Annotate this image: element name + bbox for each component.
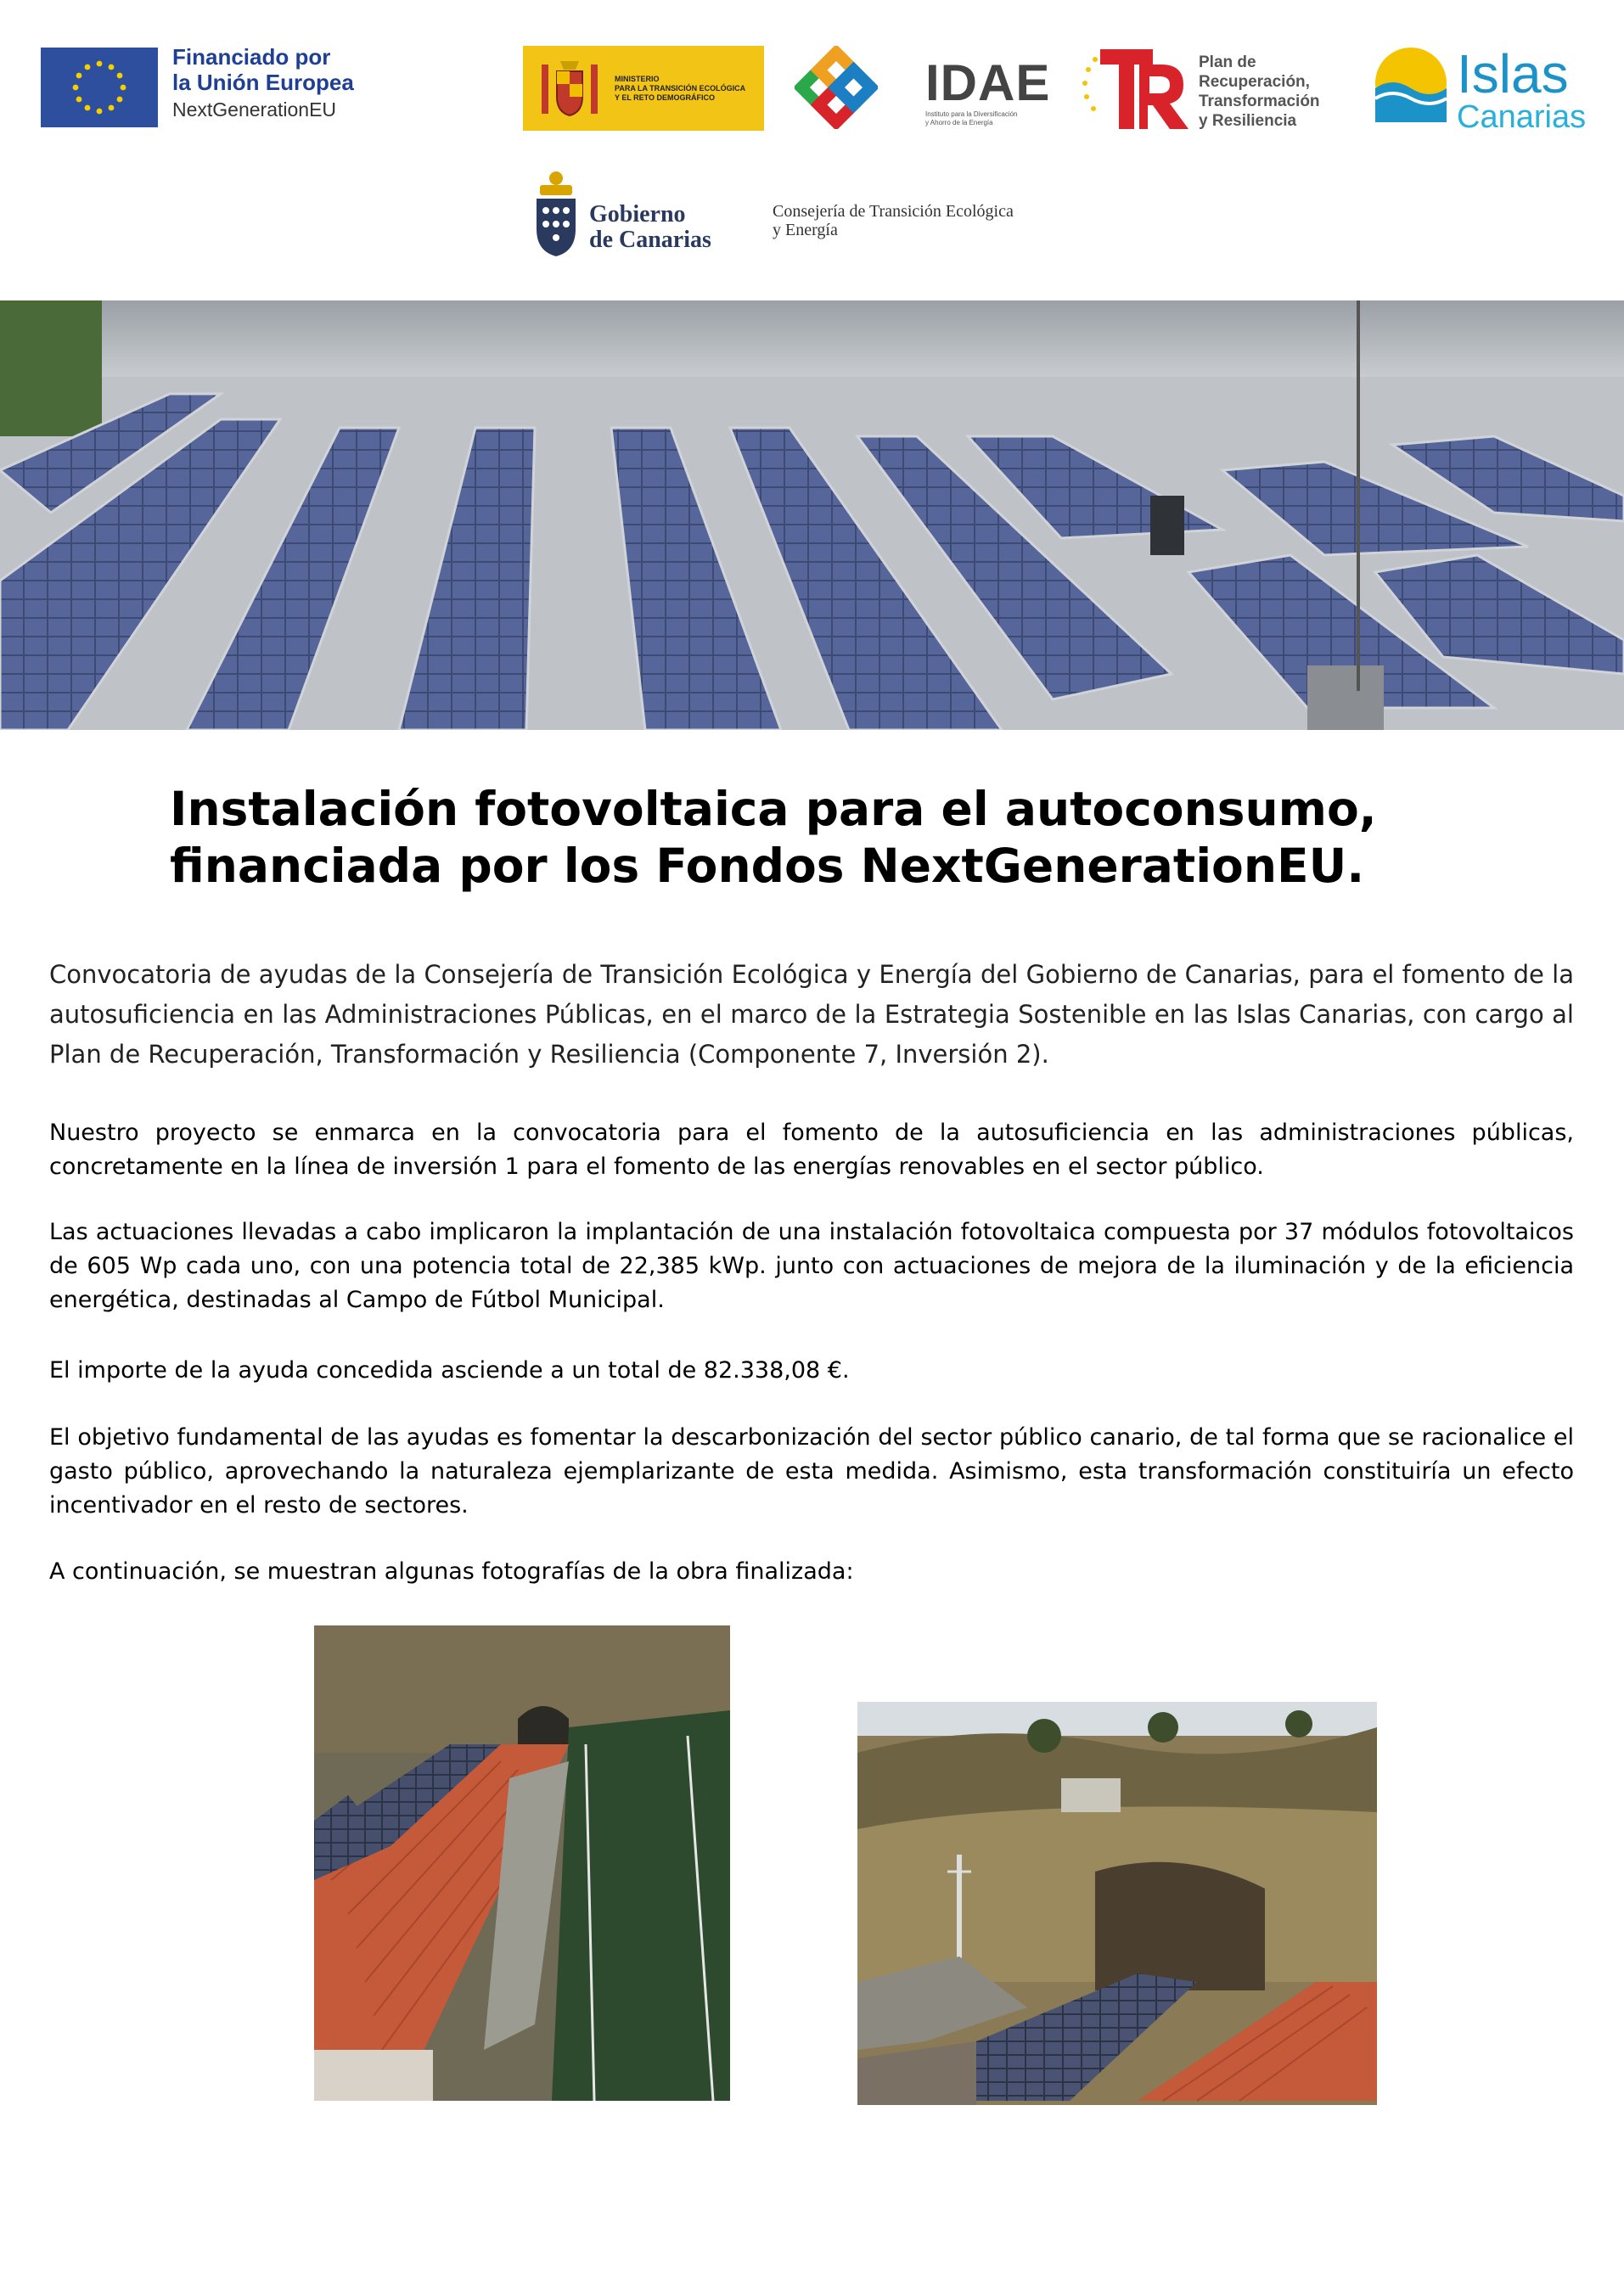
idae-line2: y Ahorro de la Energía <box>925 119 993 126</box>
ministerio-line3: Y EL RETO DEMOGRÁFICO <box>615 93 716 102</box>
consejeria-line2: y Energía <box>773 221 838 239</box>
islas-sun-wave-icon <box>1372 46 1450 124</box>
photos-intro-paragraph: A continuación, se muestran algunas fotografías de la obra finalizada: <box>49 1558 854 1585</box>
ministerio-line1: MINISTERIO <box>615 75 660 83</box>
prtr-logo-icon <box>1080 44 1190 132</box>
spain-coat-of-arms-icon <box>535 56 604 121</box>
eu-funding-text <box>172 44 393 122</box>
title-line2: financiada por los Fondos NextGenerationEU. <box>170 839 1365 893</box>
prtr-line1: Plan de <box>1199 53 1256 71</box>
stadium-roof-photo <box>314 1625 730 2101</box>
page-title <box>170 781 1460 895</box>
eu-flag-logo <box>41 48 158 127</box>
ministerio-text <box>615 75 745 103</box>
amount-paragraph: El importe de la ayuda concedida asciende a un total de 82.338,08 €. <box>49 1357 850 1384</box>
project-paragraph: Nuestro proyecto se enmarca en la convocatoria para el fomento de la autosuficiencia en las administraciones públicas, concretamente en la línea de inversión 1 para el fomento de las energías renovables en el sector público. <box>49 1120 1574 1180</box>
eu-line2: la Unión Europea <box>172 70 354 95</box>
idae-mark-icon <box>795 46 878 129</box>
hillside-installation-illustration <box>857 1702 1377 2105</box>
gobierno-line1: Gobierno <box>589 201 686 227</box>
title-line1: Instalación fotovoltaica para el autoconsumo, <box>170 782 1377 836</box>
actions-paragraph: Las actuaciones llevadas a cabo implicaron la implantación de una instalación fotovoltaica compuesta por 37 módulos fotovoltaicos de 605 Wp cada uno, con una potencia total de 22,385 kWp. junto con actuaciones de mejora de la iluminación y de la eficiencia energética, destinadas al Campo de Fútbol Municipal. <box>49 1219 1574 1313</box>
gobierno-line2: de Canarias <box>589 227 711 253</box>
idae-line1: Instituto para la Diversificación <box>925 110 1018 118</box>
idae-logo <box>925 56 1050 127</box>
hero-solar-panels-photo <box>0 300 1624 730</box>
gobierno-canarias-shield-icon <box>533 170 579 258</box>
intro-paragraph: Convocatoria de ayudas de la Consejería de Transición Ecológica y Energía del Gobierno de Canarias, para el fomento de la autosuficiencia en las Administraciones Públicas, en el marco de la Estrategia Sostenible en las Islas Canarias, con cargo al Plan de Recuperación, Transformación y Resiliencia (Componente 7, Inversión 2). <box>49 960 1574 1069</box>
ministerio-logo <box>523 46 764 131</box>
islas-line2: Canarias <box>1457 99 1587 135</box>
solar-roof-illustration <box>0 300 1624 730</box>
prtr-line3: Transformación <box>1199 93 1320 110</box>
gobierno-canarias-logo <box>589 202 711 253</box>
islas-line1: Islas <box>1457 43 1569 104</box>
ministerio-line2: PARA LA TRANSICIÓN ECOLÓGICA <box>615 84 746 93</box>
hillside-installation-photo <box>857 1702 1377 2105</box>
objective-paragraph: El objetivo fundamental de las ayudas es fomentar la descarbonización del sector público canario, de tal forma que se racionalice el gasto público, aprovechando la naturaleza ejemplarizante de esta medida. Asimismo, esta transformación constituiría un efecto incentivador en el resto de sectores. <box>49 1424 1574 1519</box>
eu-stars-icon <box>41 48 158 127</box>
consejeria-line1: Consejería de Transición Ecológica <box>773 202 1014 221</box>
eu-line1: Financiado por <box>172 44 331 70</box>
stadium-roof-illustration <box>314 1625 730 2101</box>
prtr-line4: y Resiliencia <box>1199 112 1297 130</box>
prtr-logo <box>1199 53 1320 131</box>
prtr-line2: Recuperación, <box>1199 73 1310 91</box>
islas-canarias-logo <box>1457 43 1587 135</box>
eu-line3: NextGenerationEU <box>172 98 337 121</box>
consejeria-logo <box>773 202 1014 239</box>
idae-name: IDAE <box>925 54 1051 111</box>
